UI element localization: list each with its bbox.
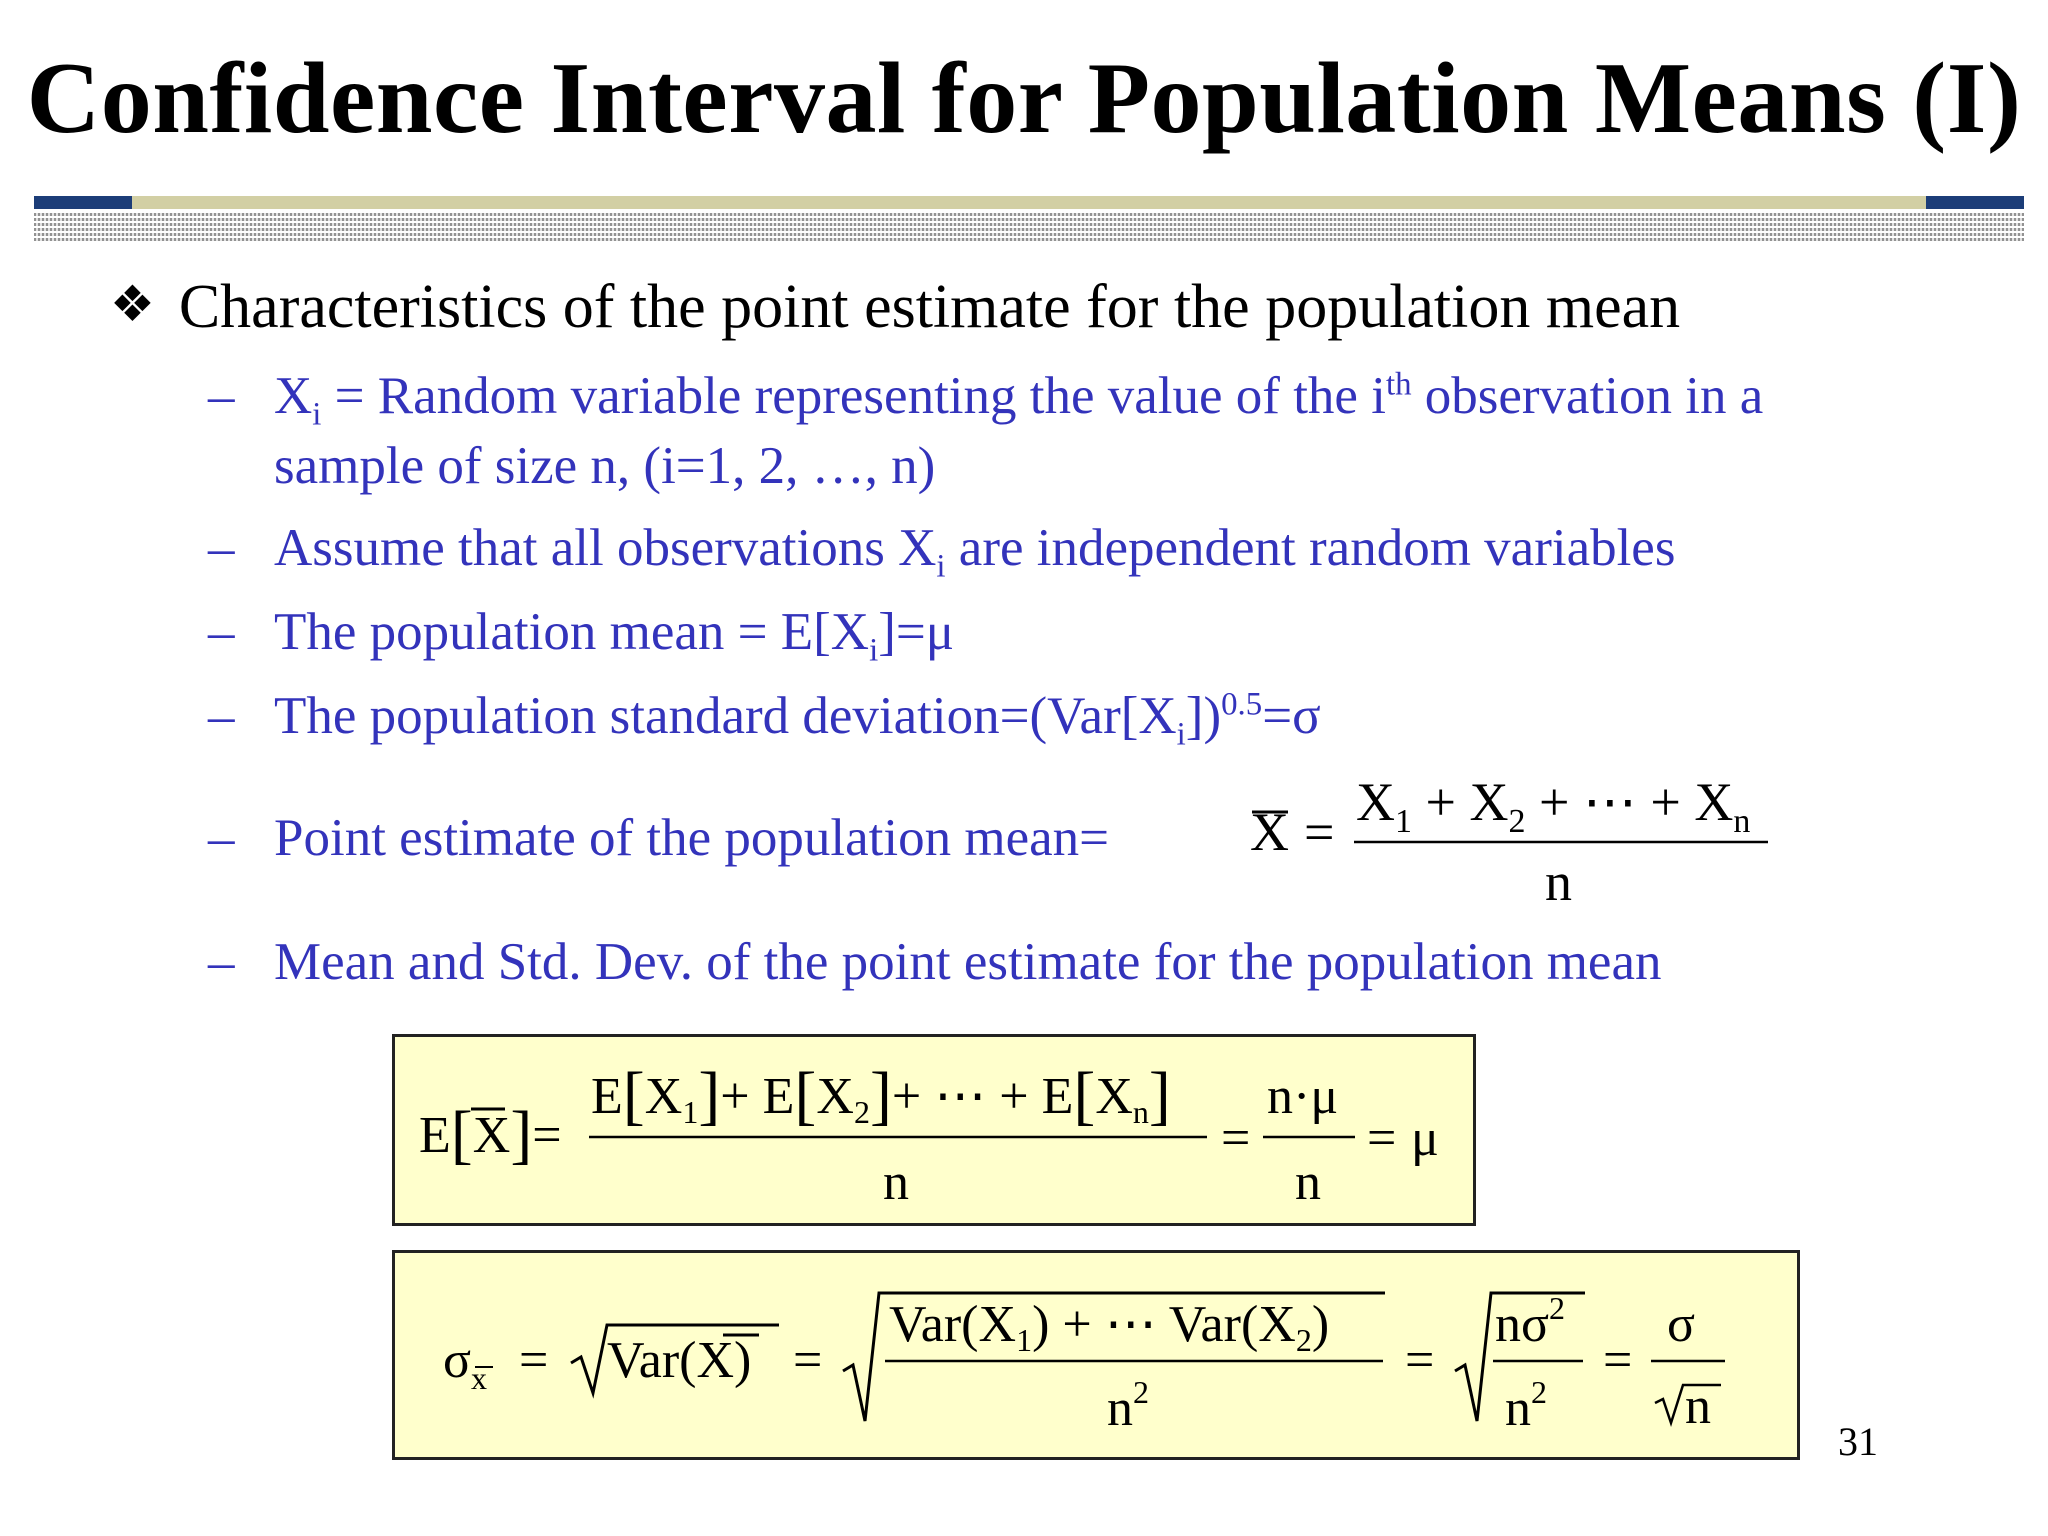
std-dev-formula-box (392, 1250, 1800, 1460)
list-item-text: Point estimate of the population mean= (274, 809, 1110, 867)
page-number: 31 (1838, 1419, 1878, 1464)
expected-value-formula (395, 1037, 1473, 1223)
var-xbar: Var(X) (607, 1332, 752, 1389)
list-item-text: sample of size n, (i=1, 2, …, n) (274, 437, 936, 495)
title-rule-pattern (34, 213, 2024, 241)
subscript: i (936, 548, 946, 585)
denominator-2: $n^2$ (1505, 1374, 1547, 1437)
numerator-2: n·μ (1267, 1068, 1339, 1125)
equals-sign: = (1221, 1110, 1251, 1167)
point-estimate-formula (1240, 770, 1780, 920)
superscript: th (1385, 366, 1412, 403)
equals-sign: = (1603, 1332, 1633, 1389)
text-run: = Random variable representing the value of the i (321, 367, 1386, 425)
title-rule-bar (34, 196, 2024, 209)
denominator-1: n (883, 1154, 909, 1211)
result-den-n: n (1685, 1378, 1711, 1435)
dash-marker: – (208, 367, 235, 425)
denominator-1: $n^2$ (1107, 1374, 1149, 1437)
superscript: 0.5 (1221, 686, 1263, 723)
list-item-text (274, 518, 1676, 585)
dash-marker: – (208, 687, 235, 745)
title-rule-right-cap (1926, 196, 2024, 209)
title-rule-left-cap (34, 196, 132, 209)
equals-sign: = (1304, 802, 1335, 862)
text-run: The population standard deviation=(Var[X (274, 687, 1177, 745)
result-mu: μ (1411, 1110, 1439, 1167)
text-run: The population mean = E[X (274, 603, 870, 661)
numerator-2: $n\sigma^2$ (1495, 1290, 1566, 1353)
equals-sign: = (793, 1332, 823, 1389)
text-run: ]) (1185, 687, 1222, 745)
text-run: =σ (1262, 687, 1321, 745)
numerator-1: E[X1]+ E[X2]+ ⋯ + E[Xn] (591, 1059, 1171, 1132)
equals-sign: = (519, 1332, 549, 1389)
diamond-bullet-icon: ❖ (110, 276, 155, 332)
main-bullet (110, 272, 1680, 343)
result-sigma: σ (1667, 1296, 1696, 1353)
numerator: $X_1 + X_2$ + ⋯ + $X_n$ (1356, 772, 1751, 840)
lhs-sigma-xbar: $\sigma_x$ (443, 1332, 488, 1396)
subscript: i (312, 396, 322, 433)
dash-marker: – (208, 809, 235, 867)
list-item-text (274, 366, 1764, 433)
equals-sign: = (1405, 1332, 1435, 1389)
text-run: ]=μ (878, 603, 955, 661)
text-run: Assume that all observations X (274, 519, 937, 577)
text-run: observation in a (1411, 367, 1764, 425)
std-dev-formula (395, 1253, 1797, 1457)
text-run: X (274, 367, 313, 425)
dash-marker: – (208, 519, 235, 577)
list-item-text (274, 602, 955, 669)
xbar-symbol: X (1250, 802, 1289, 862)
main-bullet-text: Characteristics of the point estimate for the population mean (178, 273, 1681, 341)
list-item-text: Mean and Std. Dev. of the point estimate for the population mean (274, 933, 1662, 991)
denominator: n (1545, 852, 1572, 912)
list-item-text (274, 686, 1321, 753)
lhs-expectation: E[X]= (419, 1098, 562, 1171)
text-run: are independent random variables (945, 519, 1676, 577)
numerator-1: Var(X1) + ⋯ Var(X2) (889, 1296, 1330, 1358)
dash-marker: – (208, 933, 235, 991)
equals-sign: = (1367, 1110, 1397, 1167)
denominator-2: n (1295, 1154, 1321, 1211)
slide-title: Confidence Interval for Population Means (I) (26, 42, 2022, 155)
expected-value-formula-box (392, 1034, 1476, 1226)
subscript: i (869, 632, 879, 669)
subscript: i (1176, 716, 1186, 753)
dash-marker: – (208, 603, 235, 661)
